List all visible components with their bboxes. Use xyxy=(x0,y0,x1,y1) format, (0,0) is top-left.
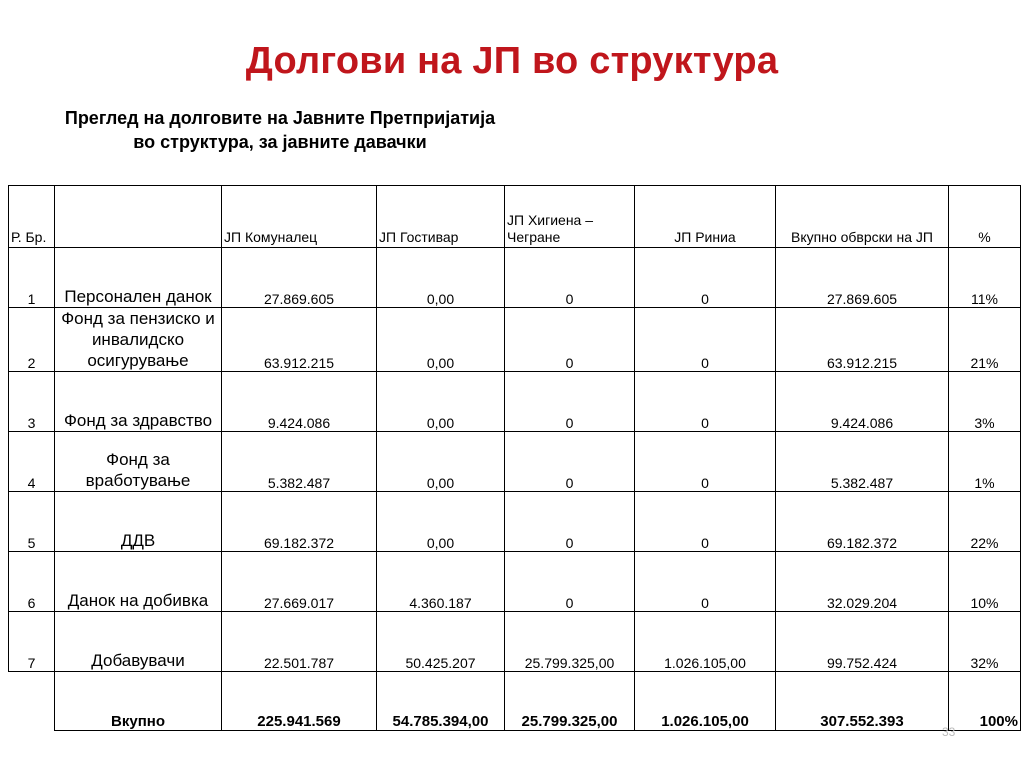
total-percent: 100% xyxy=(949,672,1021,731)
header-row xyxy=(9,186,1021,248)
row-number: 2 xyxy=(9,308,55,372)
higiena-value: 25.799.325,00 xyxy=(505,612,635,672)
komunalec-value: 5.382.487 xyxy=(222,432,377,492)
higiena-value: 0 xyxy=(505,432,635,492)
higiena-value: 0 xyxy=(505,372,635,432)
page-number: 33 xyxy=(942,725,956,739)
total-gostivar: 54.785.394,00 xyxy=(377,672,505,731)
rinia-value: 0 xyxy=(635,308,776,372)
komunalec-value: 69.182.372 xyxy=(222,492,377,552)
higiena-value: 0 xyxy=(505,248,635,308)
gostivar-value: 50.425.207 xyxy=(377,612,505,672)
gostivar-value: 0,00 xyxy=(377,248,505,308)
total-komunalec: 225.941.569 xyxy=(222,672,377,731)
rinia-value: 0 xyxy=(635,492,776,552)
table-row xyxy=(9,492,1021,552)
percent-value: 22% xyxy=(949,492,1021,552)
row-name: Фонд за пензиско и инвалидско осигурување xyxy=(55,308,222,372)
total-value: 63.912.215 xyxy=(776,308,949,372)
row-name: Персонален данок xyxy=(55,248,222,308)
row-number: 3 xyxy=(9,372,55,432)
total-label: Вкупно xyxy=(55,672,222,731)
header-no: Р. Бр. xyxy=(9,186,55,248)
row-number: 1 xyxy=(9,248,55,308)
row-name: Фонд за здравство xyxy=(55,372,222,432)
table-row xyxy=(9,248,1021,308)
percent-value: 1% xyxy=(949,432,1021,492)
header-rinia: ЈП Риниа xyxy=(635,186,776,248)
table-row xyxy=(9,432,1021,492)
table-row xyxy=(9,552,1021,612)
row-name: Данок на добивка xyxy=(55,552,222,612)
total-sum: 307.552.393 xyxy=(776,672,949,731)
gostivar-value: 0,00 xyxy=(377,372,505,432)
total-value: 27.869.605 xyxy=(776,248,949,308)
total-higiena: 25.799.325,00 xyxy=(505,672,635,731)
debt-table xyxy=(8,185,1021,731)
row-name: Добавувачи xyxy=(55,612,222,672)
row-number: 5 xyxy=(9,492,55,552)
total-value: 9.424.086 xyxy=(776,372,949,432)
table-subtitle: Преглед на долговите на Јавните Претпријатија во структура, за јавните давачки xyxy=(64,108,496,152)
gostivar-value: 0,00 xyxy=(377,492,505,552)
komunalec-value: 27.869.605 xyxy=(222,248,377,308)
gostivar-value: 0,00 xyxy=(377,308,505,372)
komunalec-value: 27.669.017 xyxy=(222,552,377,612)
header-higiena: ЈП Хигиена – Чегране xyxy=(505,186,635,248)
row-number: 4 xyxy=(9,432,55,492)
table-row xyxy=(9,612,1021,672)
total-value: 32.029.204 xyxy=(776,552,949,612)
header-gostivar: ЈП Гостивар xyxy=(377,186,505,248)
total-blank-cell xyxy=(9,672,55,731)
header-percent: % xyxy=(949,186,1021,248)
komunalec-value: 22.501.787 xyxy=(222,612,377,672)
gostivar-value: 4.360.187 xyxy=(377,552,505,612)
header-name xyxy=(55,186,222,248)
total-value: 99.752.424 xyxy=(776,612,949,672)
row-name: Фонд за вработување xyxy=(55,432,222,492)
rinia-value: 0 xyxy=(635,372,776,432)
total-value: 5.382.487 xyxy=(776,432,949,492)
higiena-value: 0 xyxy=(505,552,635,612)
rinia-value: 1.026.105,00 xyxy=(635,612,776,672)
row-name: ДДВ xyxy=(55,492,222,552)
header-total: Вкупно обврски на ЈП xyxy=(776,186,949,248)
row-number: 6 xyxy=(9,552,55,612)
slide-title: Долгови на ЈП во структура xyxy=(245,40,779,82)
percent-value: 21% xyxy=(949,308,1021,372)
percent-value: 11% xyxy=(949,248,1021,308)
komunalec-value: 63.912.215 xyxy=(222,308,377,372)
total-row xyxy=(9,672,1021,731)
total-rinia: 1.026.105,00 xyxy=(635,672,776,731)
row-number: 7 xyxy=(9,612,55,672)
percent-value: 3% xyxy=(949,372,1021,432)
header-komunalec: ЈП Комуналец xyxy=(222,186,377,248)
rinia-value: 0 xyxy=(635,432,776,492)
table-row xyxy=(9,372,1021,432)
rinia-value: 0 xyxy=(635,552,776,612)
total-value: 69.182.372 xyxy=(776,492,949,552)
table-row xyxy=(9,308,1021,372)
higiena-value: 0 xyxy=(505,308,635,372)
rinia-value: 0 xyxy=(635,248,776,308)
higiena-value: 0 xyxy=(505,492,635,552)
gostivar-value: 0,00 xyxy=(377,432,505,492)
percent-value: 10% xyxy=(949,552,1021,612)
komunalec-value: 9.424.086 xyxy=(222,372,377,432)
percent-value: 32% xyxy=(949,612,1021,672)
